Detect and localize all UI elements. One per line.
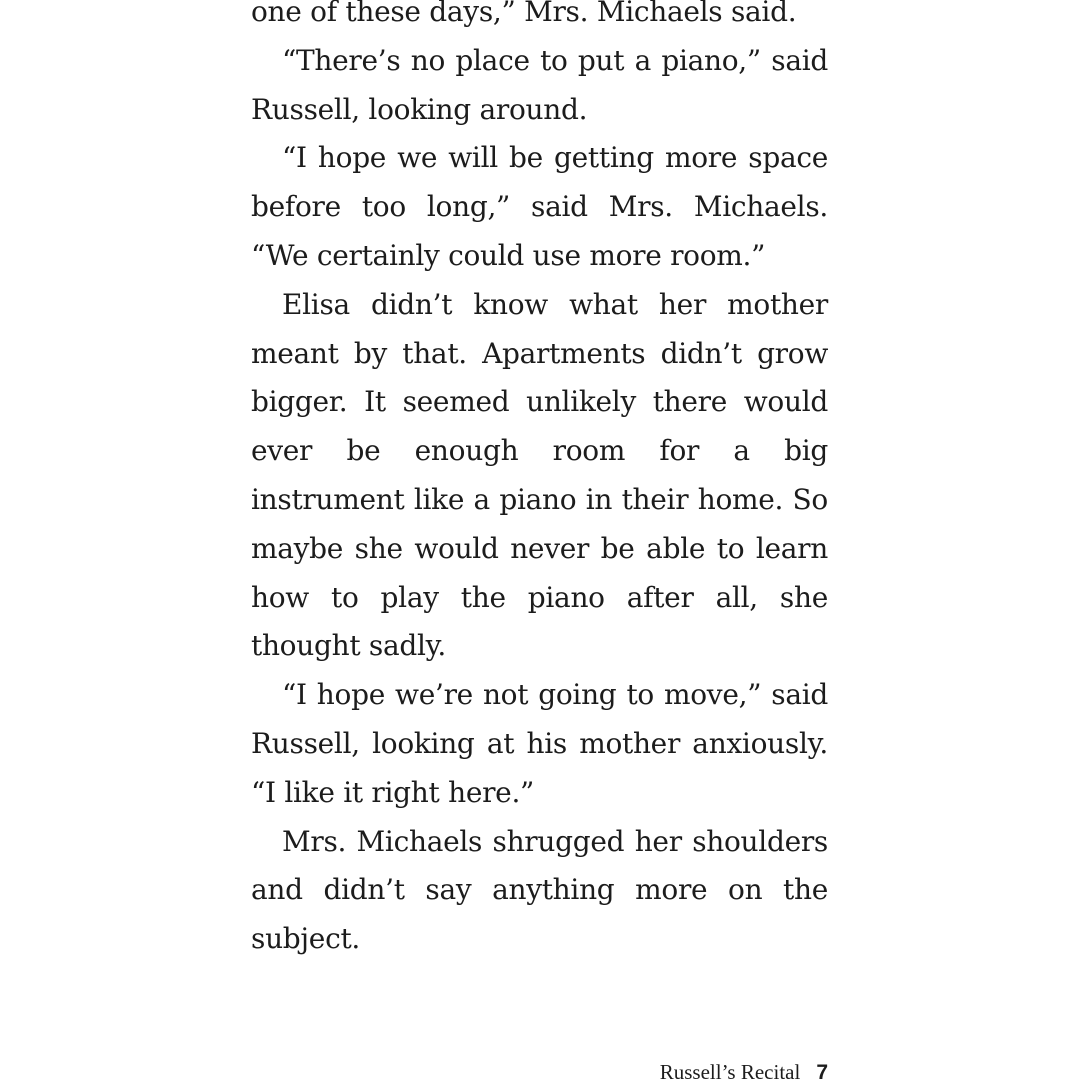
paragraph: “I hope we’re not going to move,” said Russell, looking at his mother anxiously. “I like it right here.” xyxy=(251,678,828,809)
page-number: 7 xyxy=(816,1061,828,1084)
paragraph-continued: one of these days,” Mrs. Michaels said. xyxy=(251,0,797,28)
paragraph: “There’s no place to put a piano,” said Russell, looking around. xyxy=(251,43,828,126)
page-footer xyxy=(660,1058,828,1087)
running-footer-title: Russell’s Recital xyxy=(659,1060,801,1084)
paragraph: Mrs. Michaels shrugged her shoulders and didn’t say anything more on the subject. xyxy=(251,824,828,956)
paragraph: Elisa didn’t know what her mother meant by that. Apartments didn’t grow bigger. It seemed unlikely there would ever be enough room for a big instrument like a piano in their home. So maybe she would never be able to learn how to play the piano after all, she thought sadly. xyxy=(251,287,828,663)
paragraph: “I hope we will be getting more space before too long,” said Mrs. Michaels. “We certainly could use more room.” xyxy=(251,141,828,272)
body-text xyxy=(251,0,828,964)
